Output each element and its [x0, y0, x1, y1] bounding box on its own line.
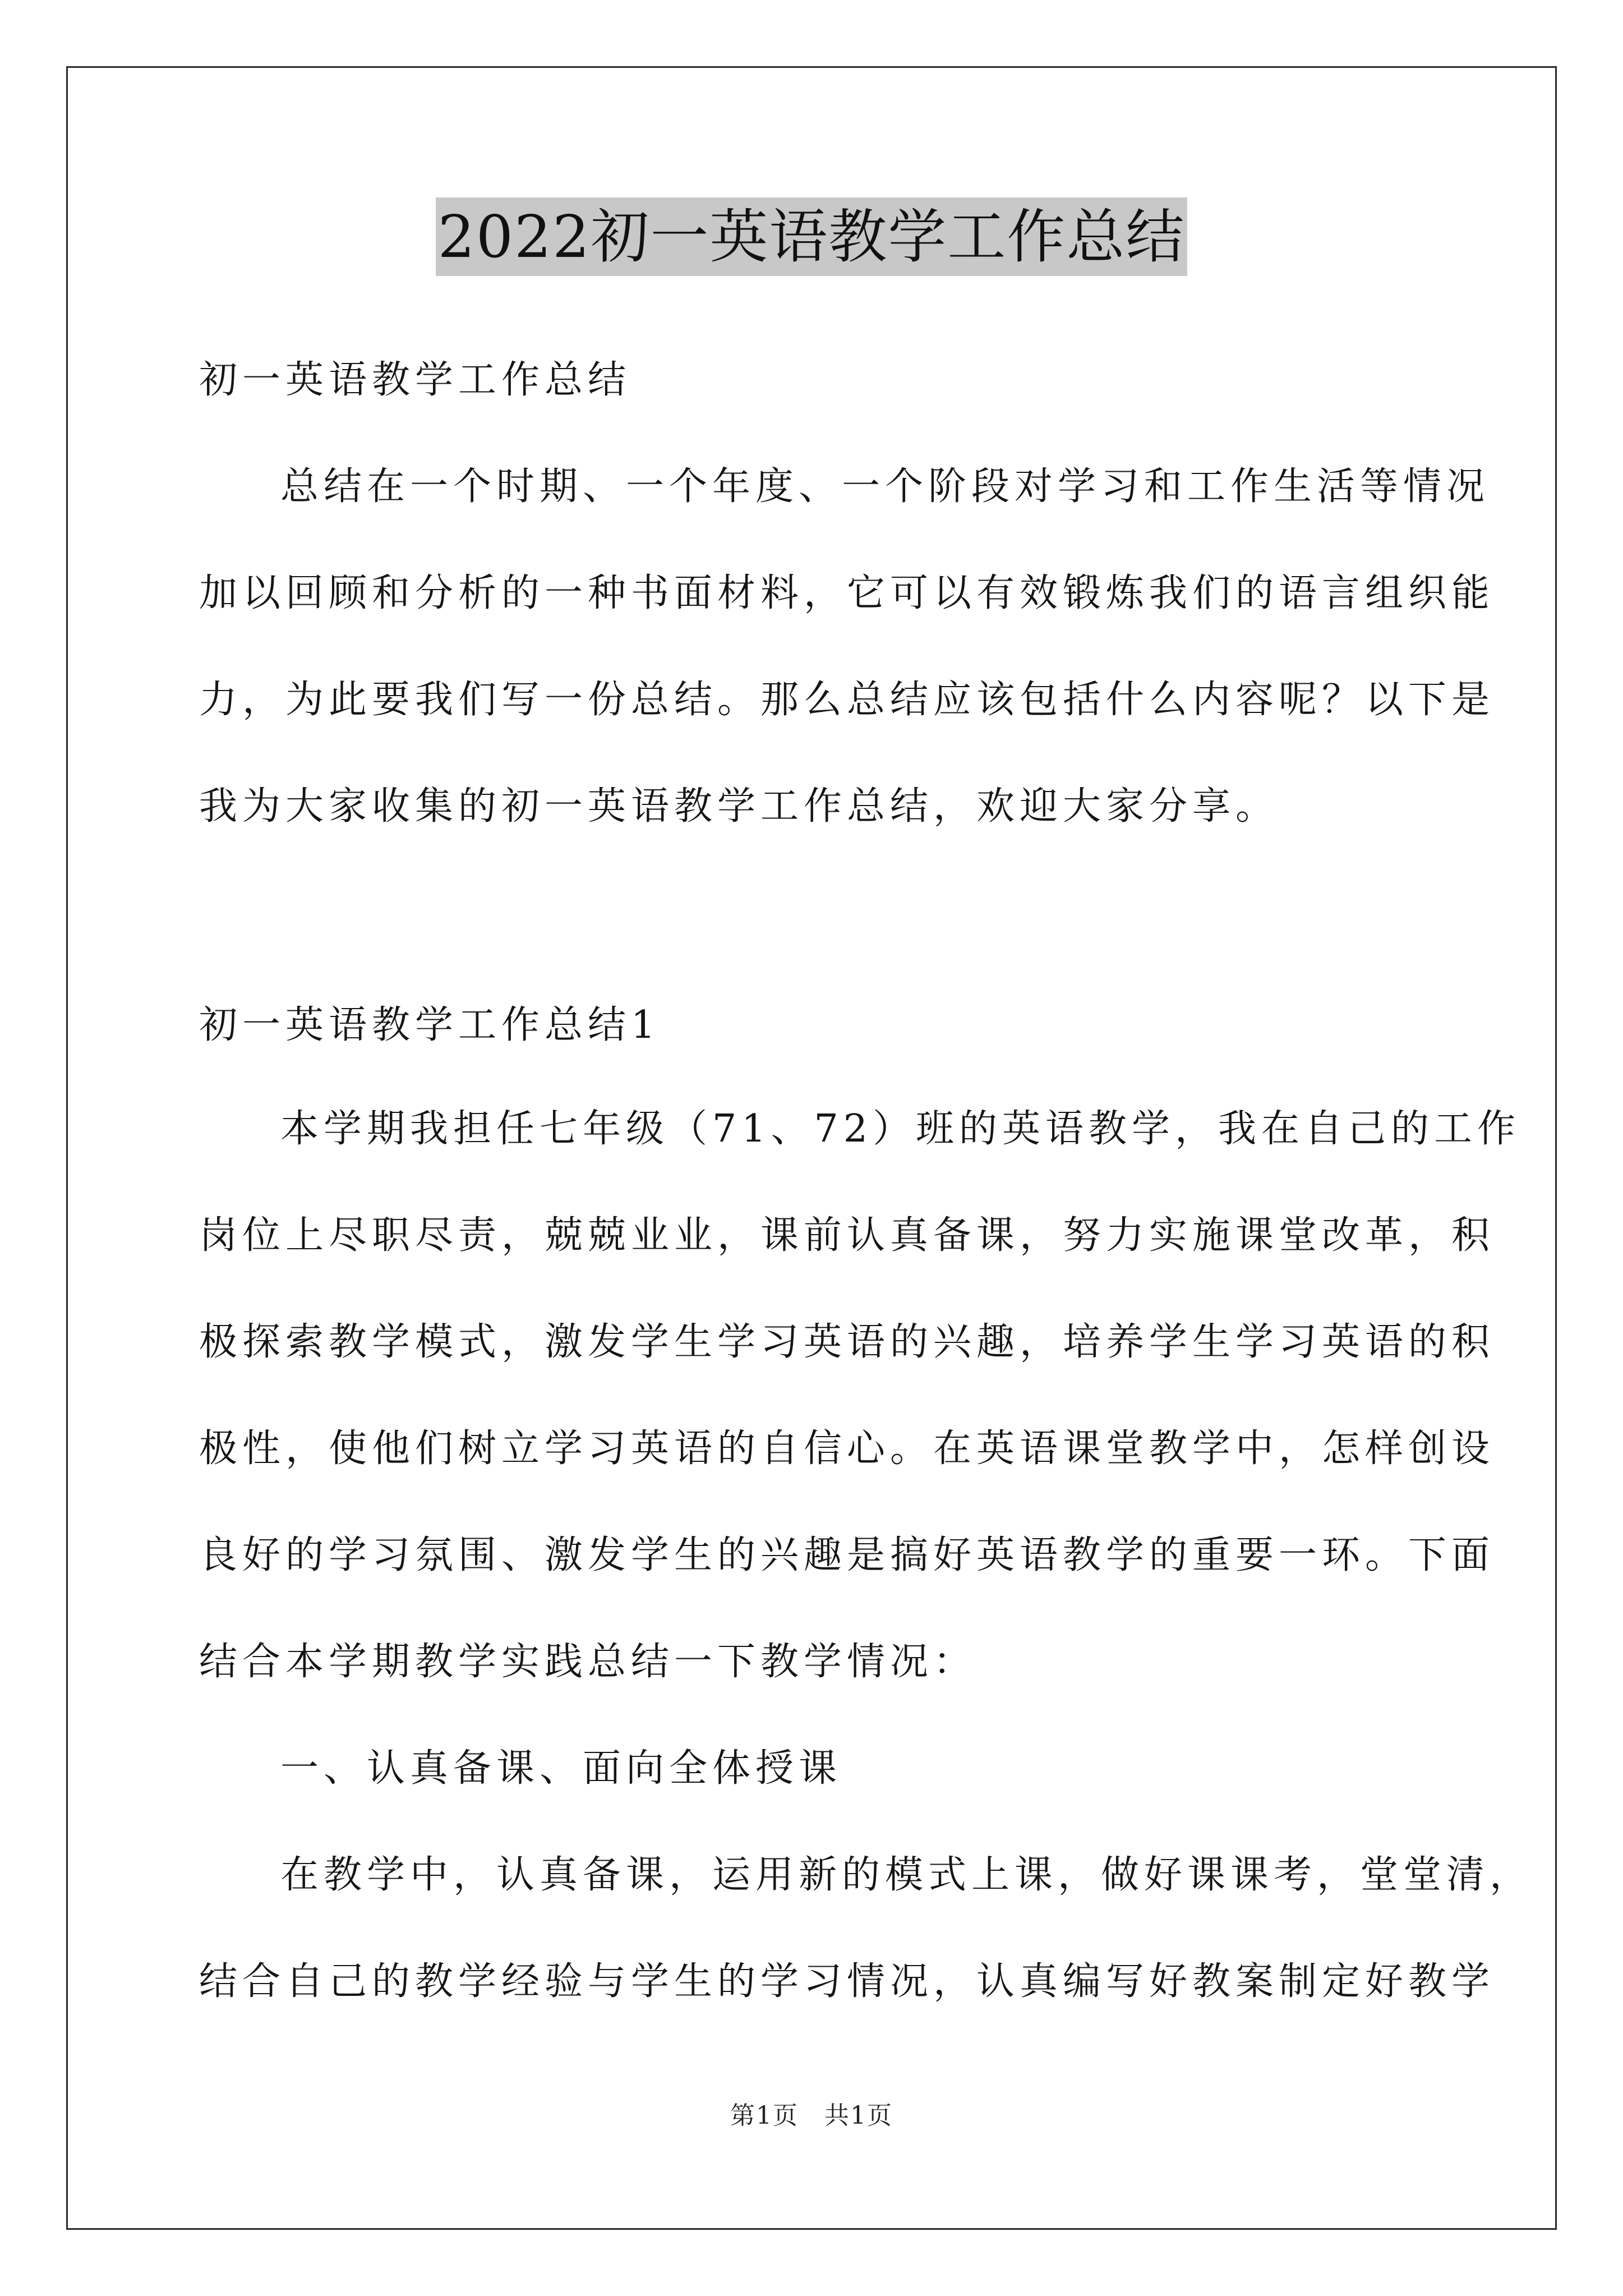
title-container — [0, 197, 1623, 276]
body-paragraph-line: 岗位上尽职尽责，兢兢业业，课前认真备课，努力实施课堂改革，积 — [199, 1213, 1495, 1258]
body-paragraph-line: 本学期我担任七年级（71、72）班的英语教学，我在自己的工作 — [280, 1107, 1521, 1151]
intro-paragraph-line: 力，为此要我们写一份总结。那么总结应该包括什么内容呢？以下是 — [199, 678, 1495, 722]
body-paragraph-line: 良好的学习氛围、激发学生的兴趣是搞好英语教学的重要一环。下面 — [199, 1533, 1495, 1577]
subtitle: 初一英语教学工作总结 — [199, 358, 631, 402]
body-paragraph-line: 结合自己的教学经验与学生的学习情况，认真编写好教案制定好教学 — [199, 1959, 1495, 2004]
intro-paragraph-line: 加以回顾和分析的一种书面材料，它可以有效锻炼我们的语言组织能 — [199, 571, 1495, 615]
document-title: 2022初一英语教学工作总结 — [436, 197, 1188, 276]
body-paragraph-line: 结合本学期教学实践总结一下教学情况： — [199, 1640, 977, 1684]
section-heading: 初一英语教学工作总结1 — [199, 1003, 661, 1047]
intro-paragraph-line: 我为大家收集的初一英语教学工作总结，欢迎大家分享。 — [199, 784, 1279, 829]
body-paragraph-line: 极探索教学模式，激发学生学习英语的兴趣，培养学生学习英语的积 — [199, 1320, 1495, 1364]
body-paragraph-line: 极性，使他们树立学习英语的自信心。在英语课堂教学中，怎样创设 — [199, 1427, 1495, 1471]
subsection-heading: 一、认真备课、面向全体授课 — [280, 1746, 842, 1791]
page-footer: 第1页 共1页 — [730, 2101, 893, 2130]
intro-paragraph-line: 总结在一个时期、一个年度、一个阶段对学习和工作生活等情况 — [280, 464, 1490, 509]
body-paragraph-line: 在教学中，认真备课，运用新的模式上课，做好课课考，堂堂清， — [280, 1853, 1533, 1897]
